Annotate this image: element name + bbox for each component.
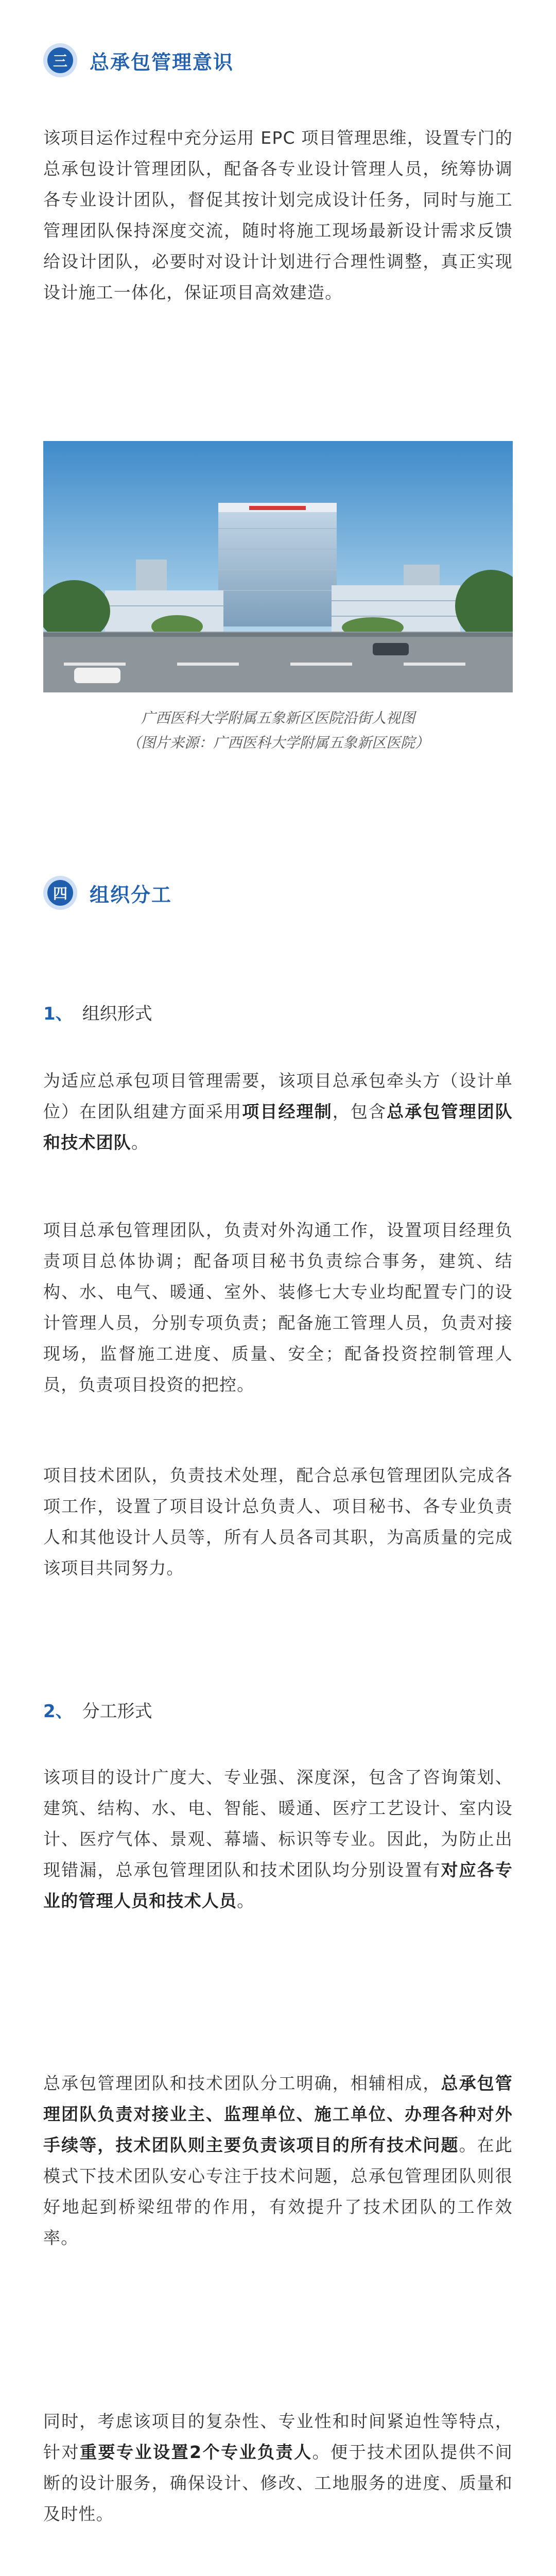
subsection-header-2 [43, 1697, 152, 1722]
section-title: 组织分工 [90, 883, 172, 906]
subsection-header-1 [43, 999, 152, 1025]
subsection-title: 分工形式 [82, 1701, 152, 1722]
section-badge [43, 876, 77, 910]
subsection-title: 组织形式 [82, 1004, 152, 1024]
paragraph: 该项目运作过程中充分运用 EPC 项目管理思维，设置专门的总承包设计管理团队，配备各专业设计管理人员，统筹协调各专业设计团队，督促其按计划完成设计任务，同时与施工管理团队保持深度交流，随时将施工现场最新设计需求反馈给设计团队，必要时对设计计划进行合理性调整，真正实现设计施工一体化，保证项目高效建造。 [43, 128, 513, 302]
subsection-number: 2、 [43, 1701, 73, 1722]
paragraph: 同时，考虑该项目的复杂性、专业性和时间紧迫性等特点，针对重要专业设置2个专业负责人。便于技术团队提供不间断的设计服务，确保设计、修改、工地服务的进度、质量和及时性。 [43, 2411, 513, 2524]
section-header-3 [43, 43, 234, 77]
section-header-4 [43, 876, 172, 910]
section-badge [43, 43, 77, 77]
paragraph: 项目总承包管理团队，负责对外沟通工作，设置项目经理负责项目总体协调；配备项目秘书负责综合事务，建筑、结构、水、电气、暖通、室外、装修七大专业均配置专门的设计管理人员，分别专项负责；配备施工管理人员，负责对接现场，监督施工进度、质量、安全；配备投资控制管理人员，负责项目投资的把控。 [43, 1220, 513, 1395]
paragraph: 总承包管理团队和技术团队分工明确，相辅相成，总承包管理团队负责对接业主、监理单位、施工单位、办理各种对外手续等，技术团队则主要负责该项目的所有技术问题。在此模式下技术团队安心专注于技术问题，总承包管理团队则很好地起到桥梁纽带的作用，有效提升了技术团队的工作效率。 [43, 2073, 513, 2248]
hospital-street-illustration [43, 441, 513, 692]
paragraph: 项目技术团队，负责技术处理，配合总承包管理团队完成各项工作，设置了项目设计总负责人、项目秘书、各专业负责人和其他设计人员等，所有人员各司其职，为高质量的完成该项目共同努力。 [43, 1465, 513, 1578]
image-caption: 广西医科大学附属五象新区医院沿街人视图 [141, 709, 415, 726]
hospital-street-view-image [43, 441, 513, 692]
section-title: 总承包管理意识 [90, 50, 234, 74]
subsection-number: 1、 [43, 1004, 73, 1024]
image-source: （图片来源：广西医科大学附属五象新区医院） [126, 734, 429, 751]
section-number: 三 [47, 47, 73, 73]
paragraph: 为适应总承包项目管理需要，该项目总承包牵头方（设计单位）在团队组建方面采用项目经理制，包含总承包管理团队和技术团队。 [43, 1071, 513, 1153]
paragraph: 该项目的设计广度大、专业强、深度深，包含了咨询策划、建筑、结构、水、电、智能、暖通、医疗工艺设计、室内设计、医疗气体、景观、幕墙、标识等专业。因此，为防止出现错漏，总承包管理团队和技术团队均分别设置有对应各专业的管理人员和技术人员。 [43, 1767, 513, 1911]
section-number: 四 [47, 880, 73, 906]
